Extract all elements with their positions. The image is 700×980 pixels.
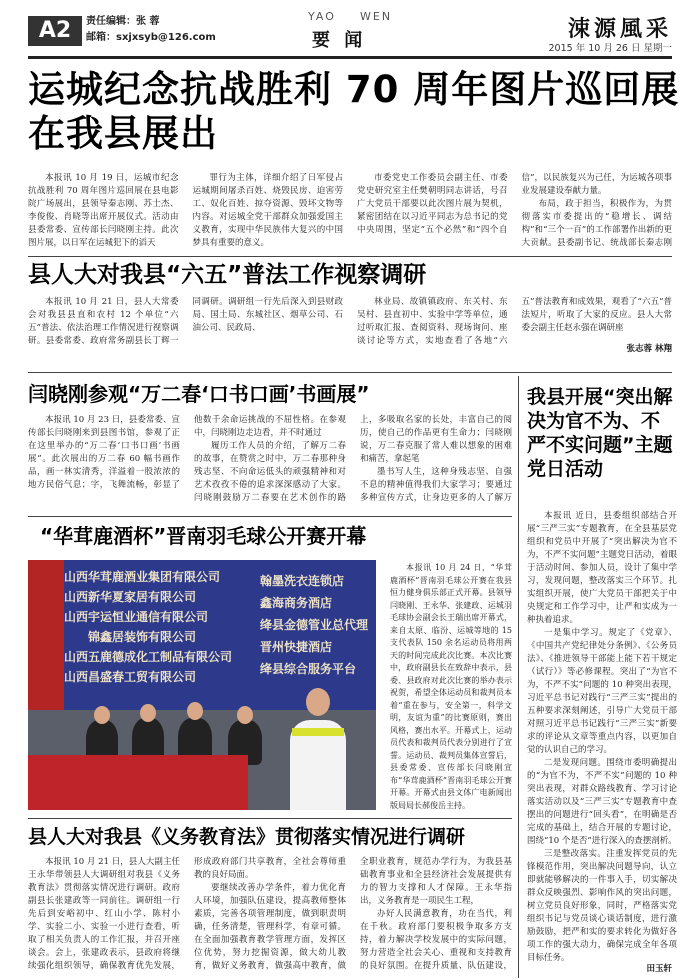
- banner-line: 山西新华夏家居有限公司: [64, 590, 197, 604]
- official-head: [140, 704, 156, 722]
- paragraph: 墨书写人生，这种身残志坚、自强不息的精神值得我们大家学习；要通过多种宣传方式，让身边更多的人了解万: [360, 467, 512, 503]
- red-flag: [28, 560, 64, 710]
- paragraph: 办好人民满意教育，功在当代，利在千秋。政府部门要积极争取多方支持，着力解决学校发展中的实际问题，努力营造全社会关心、重视和支持教育的良好氛围。在提升质量、队伍建设，: [360, 909, 512, 971]
- paragraph: 一是集中学习。规定了《党章》、《中国共产党纪律处分条例》、《公务员法》、《推进领导干部能上能下若干规定（试行）》等必修课程。突出了“为官不为，不严不实”问题的 10 种突出表现，习近平总书记对践行“三严三实”提出的五种要求深刻阐述，引导广大党员干部对照习近平总书记践行“三严三实”新要求的评论从文章等重点内容，以更加自觉的认识自己的学习。: [527, 628, 677, 755]
- section-en-left: YAO: [308, 10, 336, 23]
- paragraph: 二是发现问题。围绕市委明确提出的“为官不为，不严不实”问题的 10 种突出表现，对群众路线教育、学习讨论落实活动以及“三严三实”专题教育中查摆出的问题进行“回头看”，在明确是否完成的基础上，结合开展的专题讨论，围绕“10 个是否”进行深入的查摆剖析。: [527, 758, 677, 846]
- banner-line: 绛县综合服务平台: [260, 662, 357, 676]
- headline-party-day: 我县开展“突出解决为官不为、不严不实问题”主题党日活动: [527, 386, 673, 480]
- header-rule: [28, 56, 672, 59]
- banner-line: 山西宇运恒业通信有限公司: [64, 610, 209, 624]
- banner-line: 翰墨洗衣连锁店: [260, 574, 345, 588]
- divider: [28, 372, 672, 373]
- paragraph: 布局，政于担当，积极作为，为贯彻落实市委提出的“稳增长、调结构”和“三个一百”的工作部署作出新的更大贡献。县委副书记、统战部长秦志刚: [521, 199, 672, 248]
- banner-line: 鑫海商务酒店: [260, 596, 333, 610]
- paragraph: 本报讯 10 月 24 日，“华茸鹿酒杯”晋南羽毛球公开赛在我县恒力健身俱乐部正式开幕。县领导闫晓刚、王永华、张建政、运城羽毛球协会副会长王瑞出席开幕式，来自太原、临汾、运城等地的 15 支代表队 150 余名运动员将用两天的时间完成此次比赛。本次比赛中，政府副县长在致辞中表示，县委、县政府对此次比赛的举办表示祝贺，希望全体运动员和裁判员本着“重在参与，安全第一，科学文明，友谊为重”的比赛原则，赛出风格，赛出水平。开幕式上，运动员代表和裁判员代表分别进行了宣誓。运动员、裁判员集体宣誓后，县委常委、宣传部长闫晓刚宣布“华茸鹿酒杯”晋南羽毛球公开赛开幕。开幕式由县文体广电新闻出版局局长郝俊岳主持。: [390, 563, 512, 810]
- paragraph: 市委党史工作委员会副主任、市委党史研究室主任樊朝明同志讲话，号召广大党员干部要以此次图片展为契机，紧密团结在以习近平同志为总书记的党中央周围，坚定“五个必然”和“四个自信”，以民族复兴为己任，为运城各项事业发展建设奉献力量。: [357, 173, 672, 235]
- headline-badminton: “华茸鹿酒杯”晋南羽毛球公开赛开幕: [40, 524, 367, 548]
- headline-exhibition: 运城纪念抗战胜利 70 周年图片巡回展在我县展出: [28, 68, 680, 155]
- email-label: 邮箱：sxjxsyb@126.com: [86, 32, 216, 43]
- article-exhibition-body: [28, 172, 672, 254]
- section-title: 要 闻: [312, 30, 367, 51]
- speaker-shirt-stripe: [292, 728, 344, 736]
- divider: [28, 516, 512, 517]
- sidebar-rule: [518, 376, 519, 978]
- paragraph: 要继续改善办学条件，着力优化育人环境，加强队伍建设，提高教师整体素质，完善各项管理制度，做到职责明确，任务清楚，管理科学，有章可循。在全面加强教育教学管理方面，发挥区位优势，努力挖掘资源，做大幼儿教育，做好义务教育，做强高中教育，做全职业教育，规范办学行为，为我县基础教育事业和全县经济社会发展提供有力的智力支撑和人才保障。王永华指出，义务教育是一项民生工程，: [194, 857, 512, 971]
- paragraph: 林业局、故镇镇政府、东关村、东吴村、县直初中、实验中学等单位，通过听取汇报、查阅资料、现场询问、座谈讨论等方式，实地查看了各地“六五”普法教育和成效果，观看了“六五”普法短片，听取了大家的反应。县人大常委会副主任赵永强在调研座: [357, 297, 672, 346]
- headline-law-inspection: 县人大对我县“六五”普法工作视察调研: [28, 262, 427, 288]
- badminton-photo: [28, 560, 376, 810]
- article-badminton-body: [390, 562, 512, 812]
- paragraph: 本报讯 10 月 23 日，县委常委、宣传部长闫晓刚来到县图书馆，参观了正在这里举办的“万二春‘口书口画’书画展”。此次展出的万二春 60 幅书画作品，画一林实清秀，洋溢着一股浓浓的地方民俗气息；字，飞舞流畅，彰显了他数千余命运挑战的不屈性格。在参观中，闫晓刚边走边看，并不时通过: [28, 415, 346, 490]
- page-number: A2: [28, 16, 82, 46]
- paragraph: 罪行为主体，详细介绍了日军侵占运城期间屠杀百姓、烧毁民房、迫害劳工、奴化百姓、掠夺资源、毁坏文物等内容。对运城全党干部群众加强爱国主义教育，实现中华民族伟大复兴的中国梦具有重要的意义。: [192, 173, 343, 248]
- banner-line: 山西华茸鹿酒业集团有限公司: [64, 570, 221, 584]
- divider: [28, 818, 512, 819]
- headline-calligraphy: 闫晓刚参观“万二春‘口书口画’书画展”: [28, 382, 370, 406]
- masthead: [0, 0, 700, 62]
- official-head: [187, 702, 203, 720]
- paragraph: 本报讯 10 月 19 日，运城市纪念抗战胜利 70 周年图片巡回展在县电影院广场展出，县领导秦志刚、苏士杰、李俊俊、肖晓等出席开展仪式。活动由县委常委、宣传部长闫晓刚主持。此次图片展，以日军在运城犯下的滔天: [28, 173, 179, 248]
- banner-line: 晋州快捷酒店: [260, 640, 333, 654]
- paragraph: 本报讯 近日，县委组织部结合开展“三严三实”专题教育，在全县基层党组织和党员中开展了“突出解决为官不为，不严不实问题”主题党日活动，着眼于活动时间、参加人员，设计了集中学习，发现问题，整改落实三个环节。扎实组织开展，使广大党员干部把关于中央规定和工作学习中，让严和实成为一种执着追求。: [527, 511, 677, 625]
- paragraph: 本报讯 10 月 21 日，县人大副主任王永华带领县人大调研组对我县《义务教育法》贯彻落实情况进行调研。政府副县长张建政等一同前往。调研组一行先后到安峪初中、红山小学、陈村小学、实验二小、实验一小进行查看，听取了相关负责人的工作汇报，并召开座谈会。会上，张建政表示，县政府将继续强化组织领导，确保教育优先发展，形成政府部门共享教育，全社会尊师重教的良好局面。: [28, 857, 346, 971]
- red-table: [28, 755, 248, 810]
- article-party-day-body: [527, 510, 677, 972]
- banner-line: 山西五鹿德成化工制品有限公司: [64, 650, 233, 664]
- divider: [28, 256, 672, 257]
- editor-info: [86, 14, 216, 46]
- banner-line: 锦鑫居装饰有限公司: [88, 630, 197, 644]
- paragraph: 本报讯 10 月 21 日，县人大常委会对我县县直和农村 12 个单位“六五”普法、依法治理工作情况进行视察调研。县委常委、政府常务副县长丁辉一同调研。调研组一行先后深入到县财政局、国土局、东城社区、烟草公司、石油公司、民政局、: [28, 297, 343, 346]
- byline: 田玉轩: [646, 964, 672, 974]
- banner-line: 绛县金德管业总代理: [260, 618, 369, 632]
- article-education-body: [28, 856, 512, 978]
- official-head: [94, 706, 110, 724]
- banner-line: 山西昌盛春工贸有限公司: [64, 670, 197, 684]
- headline-education-law: 县人大对我县《义务教育法》贯彻落实情况进行调研: [28, 826, 466, 848]
- official-head: [237, 706, 253, 724]
- byline: 张志蓉 林翔: [626, 344, 672, 354]
- paragraph: 三是整改落实。注重发挥党员的先锋模范作用，突出解决问题导向，认立即就能够解决的一件事入手，切实解决群众反映强烈、影响作风的突出问题，树立党员良好形象，同时，严格落实党组织书记与党员谈心谈话制度，进行激励鼓励，把严和实的要求转化为做好各项工作的强大动力，确保完成全年各项目标任务。: [527, 849, 677, 963]
- editor-label: 责任编辑：张 蓉: [86, 16, 160, 27]
- paragraph: 履历工作人员的介绍，了解万二春的故事，在赞赏之时中，万二春那种身残志坚、不向命运低头的顽强精神和对艺术孜孜不倦的追求深深感动了大家。闫晓刚鼓励万二春要在艺术创作的路上，多吸取名家的长处，丰富自己的阅历，使自己的作品更有生命力；闫晓刚说，万二春克服了常人难以想象的困难和痛苦，拿起笔: [194, 415, 512, 503]
- speaker-head: [306, 688, 330, 716]
- article-calligraphy-body: [28, 414, 512, 514]
- paper-brand: 涑源風采: [567, 16, 672, 42]
- issue-date: 2015 年 10 月 26 日 星期一: [548, 43, 672, 54]
- section-en-right: WEN: [360, 10, 393, 23]
